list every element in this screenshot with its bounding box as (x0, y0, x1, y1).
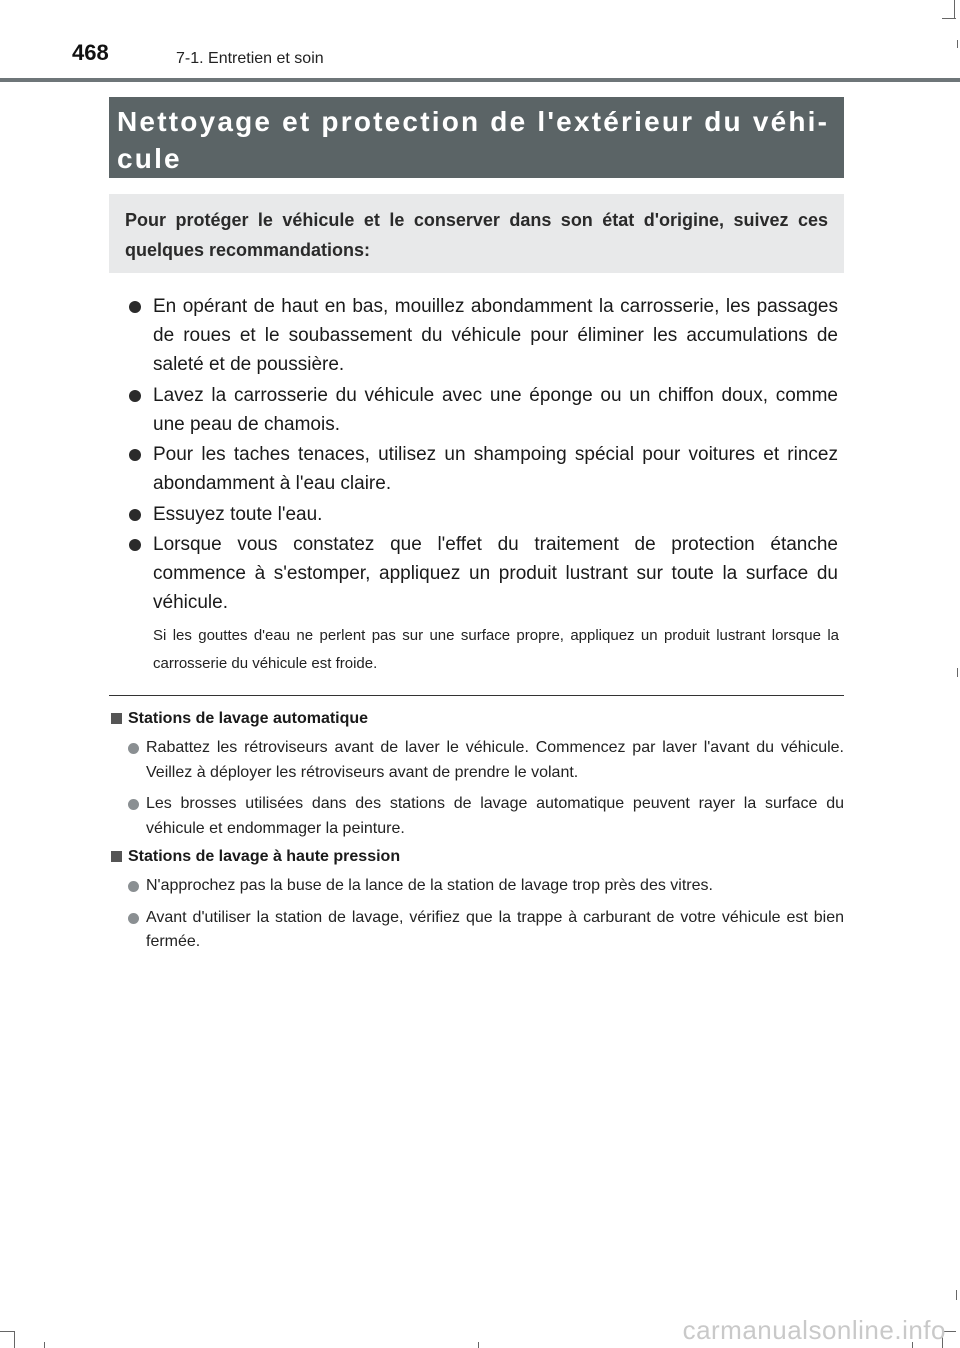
list-item-text: En opérant de haut en bas, mouillez abondamment la carrosserie, les passages de roues et le soubassement du véhicule pour éliminer les accumulations de saleté et de poussière. (153, 296, 838, 375)
section-label: 7-1. Entretien et soin (176, 50, 324, 67)
section-automatic-wash (109, 708, 844, 841)
crop-mark (44, 1342, 45, 1348)
list-item-text: Lorsque vous constatez que l'effet du traitement de protection étanche commence à s'estomper, appliquez un produit lustrant sur toute la surface du véhicule. (153, 534, 838, 613)
page-number: 468 (72, 40, 109, 65)
intro-box (109, 194, 844, 273)
crop-mark (954, 0, 955, 18)
list-item (109, 736, 844, 785)
bullet-icon (128, 743, 139, 754)
list-item (109, 792, 844, 841)
list-item (109, 874, 844, 899)
list-item (128, 530, 838, 617)
bullet-icon (129, 509, 141, 521)
list-item-text: Essuyez toute l'eau. (153, 503, 323, 525)
section-high-pressure-wash (109, 846, 844, 955)
section-divider (109, 695, 844, 696)
bullet-icon (129, 449, 141, 461)
crop-mark (942, 18, 956, 19)
bullet-icon (128, 881, 139, 892)
crop-mark (957, 40, 958, 48)
list-item-text: Avant d'utiliser la station de lavage, vérifiez que la trappe à carburant de votre véhicule est bien fermée. (146, 908, 844, 950)
bullet-icon (129, 539, 141, 551)
page-title-line-1: Nettoyage et protection de l'extérieur du véhi- (117, 106, 830, 137)
main-list (128, 292, 838, 619)
bullet-icon (129, 301, 141, 313)
intro-text: Pour protéger le véhicule et le conserver dans son état d'origine, suivez ces quelques recommandations: (125, 210, 828, 260)
square-bullet-icon (111, 713, 122, 724)
crop-mark (14, 1331, 15, 1348)
note-text: Si les gouttes d'eau ne perlent pas sur une surface propre, appliquez un produit lustrant lorsque la carrosserie du véhicule est froide. (153, 627, 839, 672)
crop-mark (957, 668, 958, 677)
sub-list (109, 736, 844, 841)
page-title (109, 97, 844, 178)
square-bullet-icon (111, 851, 122, 862)
crop-mark (0, 1331, 14, 1332)
crop-mark (478, 1342, 479, 1348)
list-item (128, 440, 838, 498)
list-item-text: Rabattez les rétroviseurs avant de laver le véhicule. Commencez par laver l'avant du véhicule. Veillez à déployer les rétroviseurs avant de prendre le volant. (146, 739, 844, 781)
list-item-text: Pour les taches tenaces, utilisez un shampoing spécial pour voitures et rincez abondamment à l'eau claire. (153, 444, 838, 494)
section-heading-text: Stations de lavage automatique (128, 710, 369, 727)
list-item (128, 292, 838, 379)
list-item (128, 381, 838, 439)
list-item (128, 500, 838, 529)
watermark: carmanualsonline.info (682, 1315, 946, 1345)
bullet-icon (129, 390, 141, 402)
page-title-line-2: cule (117, 143, 182, 174)
bullet-icon (128, 799, 139, 810)
sub-list (109, 874, 844, 955)
section-heading (109, 846, 844, 868)
list-item-text: Les brosses utilisées dans des stations de lavage automatique peuvent rayer la surface du véhicule et endommager la peinture. (146, 795, 844, 837)
list-item (109, 906, 844, 955)
header-rule (0, 78, 960, 82)
list-item-text: N'approchez pas la buse de la lance de la station de lavage trop près des vitres. (146, 877, 713, 894)
crop-mark (956, 1290, 957, 1300)
section-heading-text: Stations de lavage à haute pression (128, 848, 401, 865)
list-item-text: Lavez la carrosserie du véhicule avec une éponge ou un chiffon doux, comme une peau de chamois. (153, 384, 838, 435)
bullet-icon (128, 913, 139, 924)
section-heading (109, 708, 844, 730)
